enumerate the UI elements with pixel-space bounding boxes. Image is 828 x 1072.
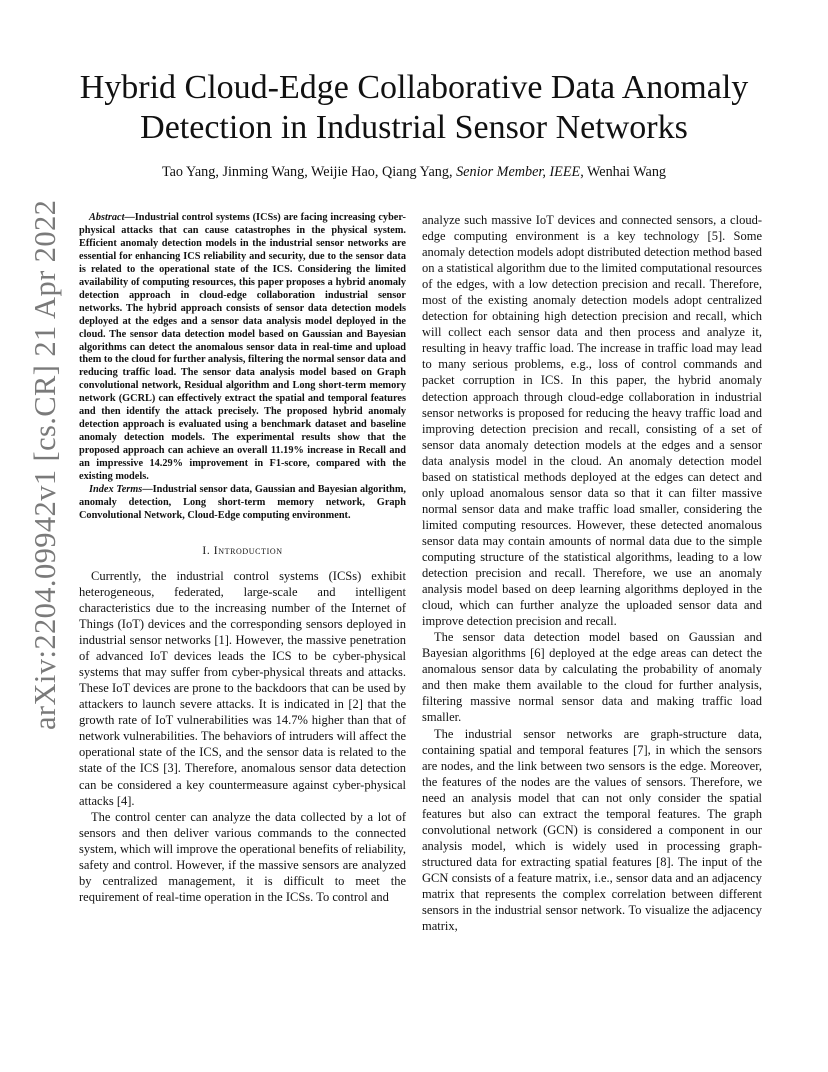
left-column [79,212,406,905]
right-column [422,212,762,934]
author-names-tail: , Wenhai Wang [580,164,667,180]
index-terms [79,484,406,523]
abstract-lead: Abstract [89,212,125,223]
body-paragraph: Currently, the industrial control systems (ICSs) exhibit heterogeneous, federated, large-scale and intelligent characteristics due to the increasing number of the Internet of Things (IoT) devices and the corresponding sensors deployed in industrial sensor networks [1]. However, the massive penetration of advanced IoT devices leads the ICS to be cyber-physical systems that may suffer from cyber-physical threats and attacks. These IoT devices are prone to the backdoors that can be used by attackers to launch severe attacks. It is indicated in [2] that the growth rate of IoT vulnerabilities was 14.7% higher than that of network vulnerabilities. The behaviors of intruders will affect the operational state of the ICS, and the sensor data is related to the state of the ICS [3]. Therefore, anomalous sensor data detection can be considered a key countermeasure against cyber-physical attacks [4]. [79,568,406,808]
index-terms-text: —Industrial sensor data, Gaussian and Bayesian algorithm, anomaly detection, Long short-term memory network, Graph Convolutional Network, Cloud-Edge computing environment. [79,484,406,521]
section-heading-introduction: I. Introduction [202,544,283,557]
index-terms-lead: Index Terms [89,484,143,496]
author-names: Tao Yang, Jinming Wang, Weijie Hao, Qiang Yang, [161,164,457,180]
body-paragraph: analyze such massive IoT devices and connected sensors, a cloud-edge computing environment is a key technology [5]. Some anomaly detection models adopt distributed detection method based on a statistical algorithm due to the limited computational resources of the edges, with a low detection precision and recall. Therefore, most of the existing anomaly detection models adopt centralized detection for obtaining high detection precision and recall, which will collect each sensor data and then process and analyze it, resulting in heavy traffic load. The increase in traffic load may lead to many serious problems, e.g., loss of control commands and packet corruption in ICS. In this paper, the hybrid anomaly detection approach through cloud-edge collaboration in industrial sensor networks is proposed for reducing the heavy traffic load and improving detection precision and recall, consisting of a set of sensor data anomaly detection models at the edges and a sensor data analysis model in the cloud. An anomaly detection model based on statistical methods deployed at the edges can detect and only upload anomalous sensor data so that it can filter massive normal sensor data and make traffic load smaller, considering the limited computing resources. However, these detected anomalous sensor data may contain amounts of normal data due to the simple computing structure of the statistical algorithms, leading to a low detection precision and recall. Therefore, we use an anomaly analysis model based on deep learning algorithms deployed in the cloud, which can further analyze the uploaded sensor data and improve detection precision and recall. [422,213,762,629]
body-paragraph: The industrial sensor networks are graph-structure data, containing spatial and temporal features [7], in which the sensors are nodes, and the link between two sensors is the edge. Moreover, the features of the nodes are the values of sensors. Therefore, we need an analysis model that can not only consider the spatial features but also can extract the temporal features. The graph convolutional network (GCN) is considered a component in our analysis model, which is widely used in processing graph-structured data for extracting spatial features [8]. The input of the GCN consists of a feature matrix, i.e., sensor data and an adjacency matrix that represents the complex correlation between different sensors in the industrial sensor network. To visualize the adjacency matrix, [422,726,762,934]
body-paragraph: The sensor data detection model based on Gaussian and Bayesian algorithms [6] deployed at the edge areas can detect the anomalous sensor data by calculating the probability of anomaly and then make them available to the cloud for further analysis, filtering massive normal sensor data and making traffic load smaller. [422,630,762,725]
arxiv-identifier-stamp: arXiv:2204.09942v1 [cs.CR] 21 Apr 2022 [28,199,62,730]
abstract-text: —Industrial control systems (ICSs) are facing increasing cyber-physical attacks that can cause catastrophes in the physical system. Efficient anomaly detection models in the industrial sensor networks are essential for enhancing ICS reliability and security, due to the sensor data is related to the operational state of the ICS. Considering the limited availability of computing resources, this paper proposes a hybrid anomaly detection approach in cloud-edge collaboration industrial sensor networks. The hybrid approach consists of sensor data detection models deployed at the edges and a sensor data analysis model deployed in the cloud. The sensor data detection model based on Gaussian and Bayesian algorithms can detect the anomalous sensor data in real-time and upload them to the cloud for further analysis, filtering the normal sensor data and reducing traffic load. The sensor data analysis model based on Graph convolutional network, Residual algorithm and Long short-term memory network (GCRL) can effectively extract the spatial and temporal features and then identify the attack precisely. The proposed hybrid anomaly detection approach is evaluated using a benchmark dataset and baseline anomaly detection models. The experimental results show that the proposed approach can achieve an overall 11.19% increase in Recall and an impressive 14.29% improvement in F1-score, compared with the existing models. [79,212,406,483]
body-paragraph: The control center can analyze the data collected by a lot of sensors and then deliver various commands to the connected system, which will improve the operational benefits of reliability, safety and control. However, if the massive sensors are analyzed by centralized management, it is difficult to meet the requirement of real-time operation in the ICSs. To control and [79,809,406,904]
author-line [60,163,768,181]
abstract [79,212,406,484]
author-membership: Senior Member, IEEE [456,164,581,180]
paper-title: Hybrid Cloud-Edge Collaborative Data Anomaly Detection in Industrial Sensor Networks [79,69,749,146]
